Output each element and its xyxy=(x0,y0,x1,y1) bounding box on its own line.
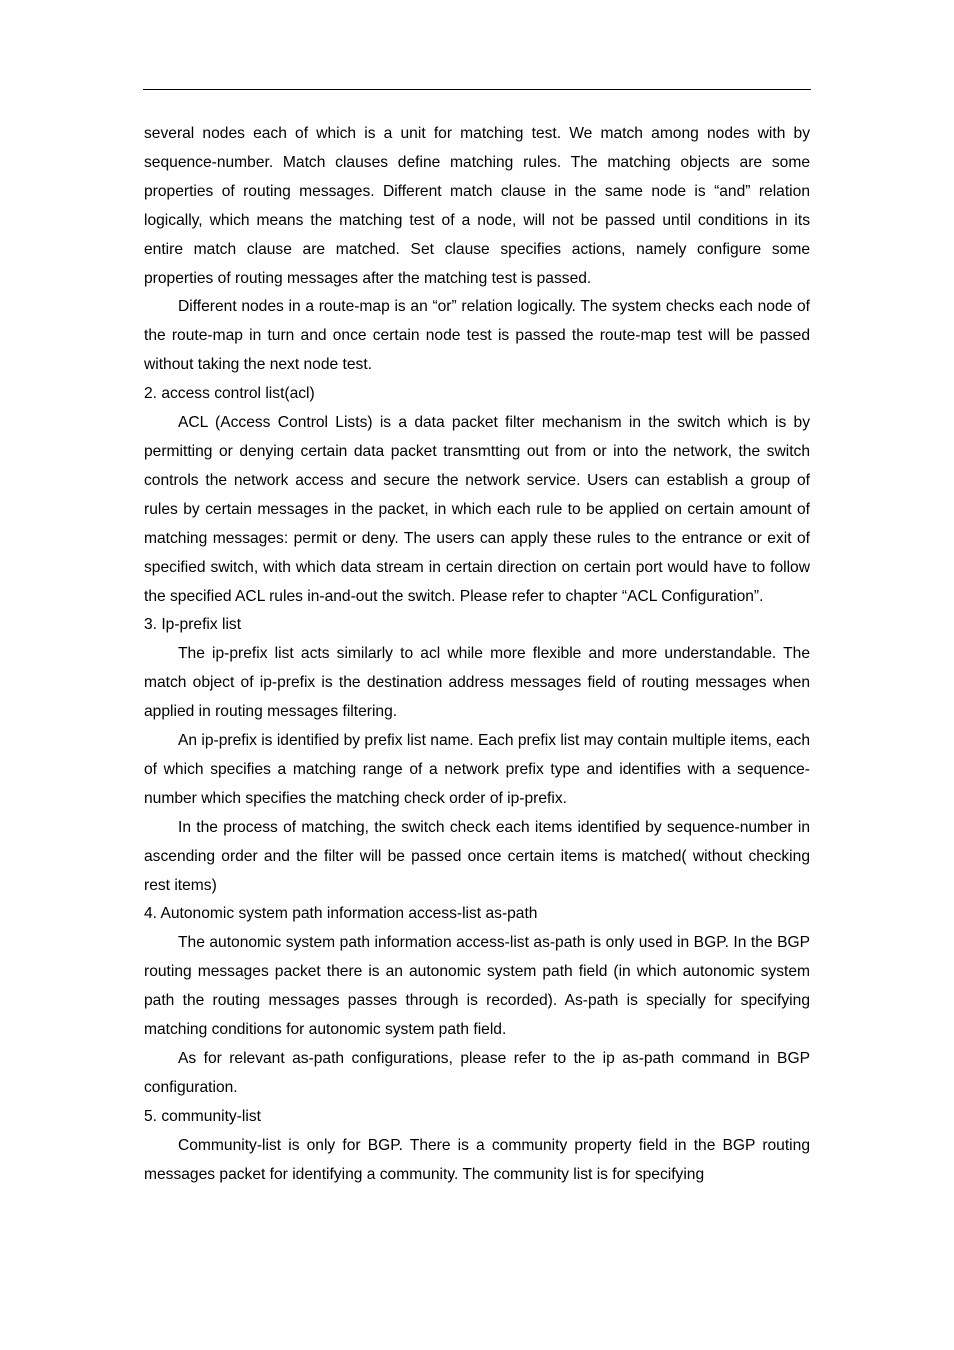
paragraph-acl: ACL (Access Control Lists) is a data packet filter mechanism in the switch which is by permitting or denying certain data packet transmtting out from or into the network, the switch controls the network access and secure the network service. Users can establish a group of rules by certain messages in the packet, in which each rule to be applied on certain amount of matching messages: permit or deny. The users can apply these rules to the entrance or exit of specified switch, with which data stream in certain direction on certain port would have to follow the specified ACL rules in-and-out the switch. Please refer to chapter “ACL Configuration”. xyxy=(144,414,810,605)
heading-as-path: 4. Autonomic system path information access-list as-path xyxy=(144,905,538,923)
paragraph-ip-prefix-matching: In the process of matching, the switch check each items identified by sequence-number in ascending order and the filter will be passed once certain items is matched( without checking rest items) xyxy=(144,818,810,894)
heading-ip-prefix: 3. Ip-prefix list xyxy=(144,616,242,634)
header-rule xyxy=(143,89,811,90)
paragraph-community-list: Community-list is only for BGP. There is a community property field in the BGP routing messages packet for identifying a community. The community list is for specifying xyxy=(144,1136,810,1183)
page-body xyxy=(144,120,810,1190)
paragraph-as-path-config: As for relevant as-path configurations, please refer to the ip as-path command in BGP configuration. xyxy=(144,1050,810,1096)
paragraph-route-map-nodes: several nodes each of which is a unit for matching test. We match among nodes with by sequence-number. Match clauses define matching rules. The matching objects are some properties of routing messages. Different match clause in the same node is “and” relation logically, which means the matching test of a node, will not be passed until conditions in its entire match clause are matched. Set clause specifies actions, namely configure some properties of routing messages after the matching test is passed. xyxy=(144,125,810,287)
paragraph-ip-prefix-intro: The ip-prefix list acts similarly to acl while more flexible and more understandable. The match object of ip-prefix is the destination address messages field of routing messages when applied in routing messages filtering. xyxy=(144,645,810,721)
paragraph-ip-prefix-items: An ip-prefix is identified by prefix list name. Each prefix list may contain multiple items, each of which specifies a matching range of a network prefix type and identifies with a sequence-number which specifies the matching check order of ip-prefix. xyxy=(144,732,810,807)
heading-acl: 2. access control list(acl) xyxy=(144,385,315,403)
heading-community-list: 5. community-list xyxy=(144,1107,261,1125)
paragraph-as-path: The autonomic system path information access-list as-path is only used in BGP. In the BGP routing messages packet there is an autonomic system path field (in which autonomic system path the routing messages passes through is recorded). As-path is specially for specifying matching conditions for autonomic system path field. xyxy=(144,934,810,1039)
paragraph-route-map-or-relation: Different nodes in a route-map is an “or” relation logically. The system checks each node of the route-map in turn and once certain node test is passed the route-map test will be passed without taking the next node test. xyxy=(144,298,810,374)
